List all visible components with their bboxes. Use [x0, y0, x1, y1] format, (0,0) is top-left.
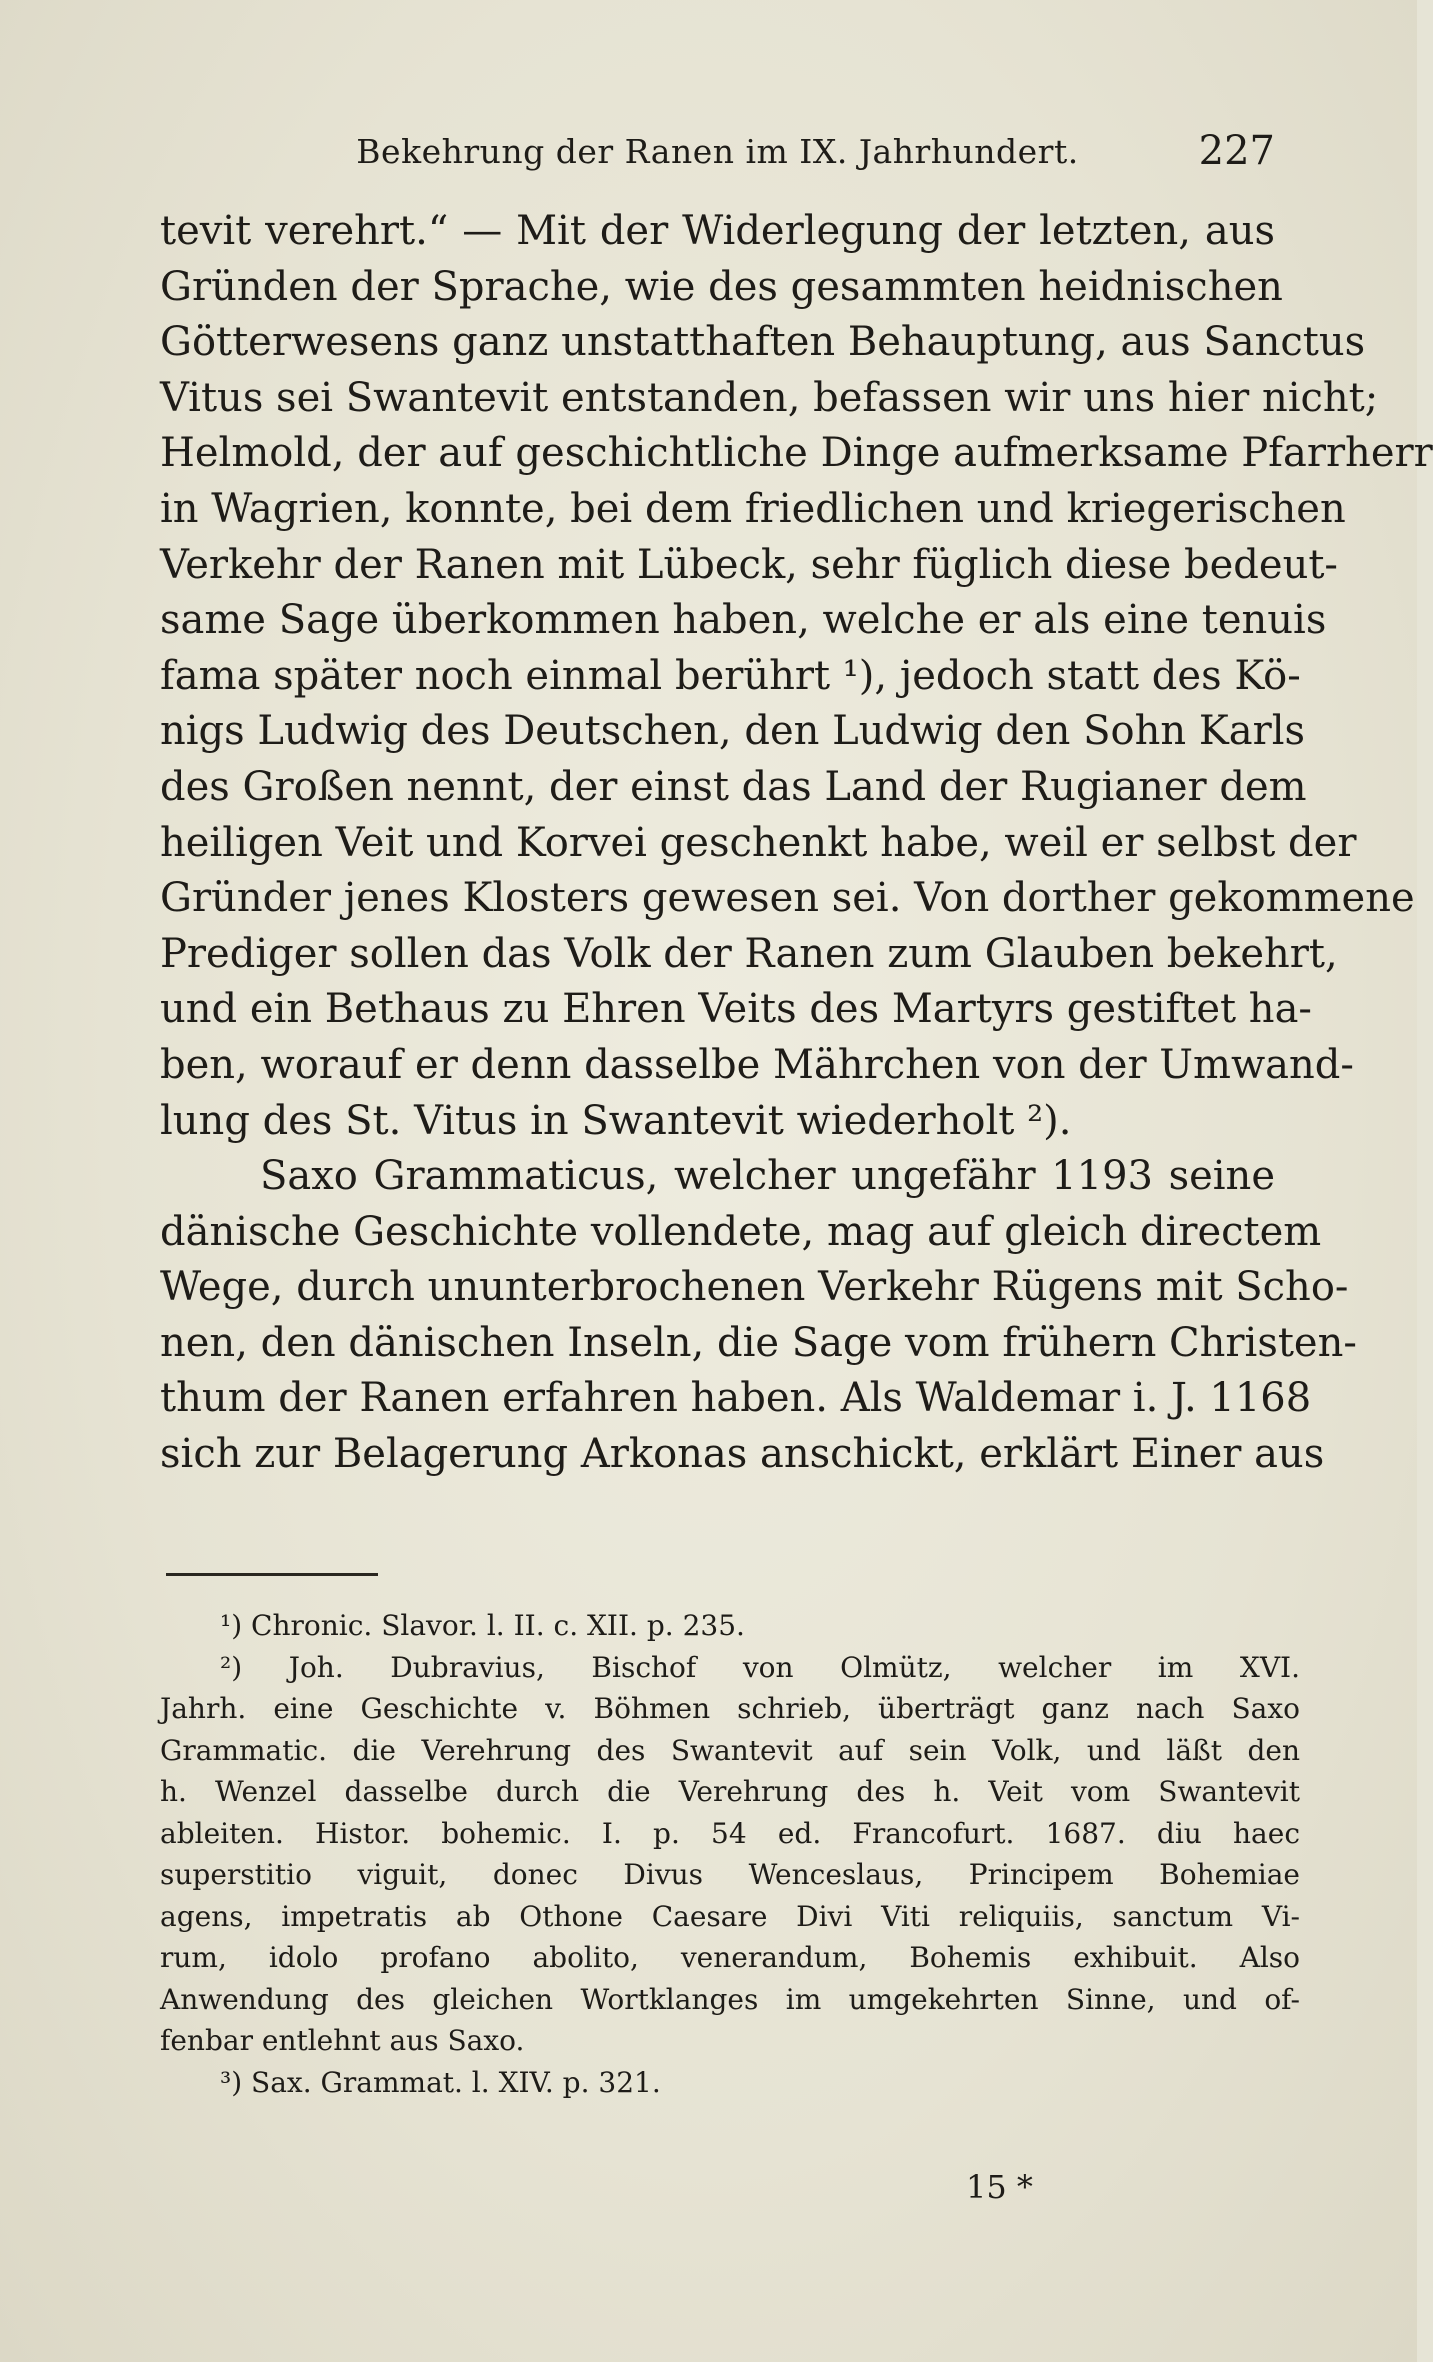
running-head: Bekehrung der Ranen im IX. Jahrhundert.: [356, 132, 1079, 171]
footnote-line: ableiten. Histor. bohemic. I. p. 54 ed. Francofurt. 1687. diu haec: [160, 1816, 1300, 1850]
text-line: Helmold, der auf geschichtliche Dinge aufmerksame Pfarrherr: [160, 430, 1433, 477]
footnote-line: superstitio viguit, donec Divus Wenceslaus, Principem Bohemiae: [160, 1858, 1300, 1891]
text-line: Saxo Grammaticus, welcher ungefähr 1193 seine: [260, 1153, 1275, 1200]
signature-mark: 15 *: [966, 2168, 1033, 2206]
footnote-line: Grammatic. die Verehrung des Swantevit auf sein Volk, und läßt den: [160, 1733, 1300, 1767]
text-line: Vitus sei Swantevit entstanden, befassen wir uns hier nicht;: [160, 374, 1379, 421]
text-line: lung des St. Vitus in Swantevit wiederholt ²).: [160, 1097, 1072, 1144]
footnote-divider: [166, 1573, 378, 1576]
text-line: nigs Ludwig des Deutschen, den Ludwig den Sohn Karls: [160, 708, 1306, 755]
text-line: fama später noch einmal berührt ¹), jedoch statt des Kö-: [160, 652, 1301, 699]
text-line: Götterwesens ganz unstatthaften Behauptung, aus Sanctus: [160, 319, 1366, 366]
text-line: thum der Ranen erfahren haben. Als Waldemar i. J. 1168: [160, 1375, 1312, 1422]
text-line: nen, den dänischen Inseln, die Sage vom frühern Christen-: [160, 1319, 1357, 1366]
text-line: sich zur Belagerung Arkonas anschickt, erklärt Einer aus: [160, 1431, 1325, 1478]
text-line: in Wagrien, konnte, bei dem friedlichen und kriegerischen: [160, 485, 1346, 532]
text-line: des Großen nennt, der einst das Land der Rugianer dem: [160, 763, 1307, 810]
page-number: 227: [1198, 128, 1275, 174]
text-line: ben, worauf er denn dasselbe Mährchen von der Umwand-: [160, 1041, 1354, 1088]
text-line: tevit verehrt.“ — Mit der Widerlegung der letzten, aus: [160, 208, 1275, 254]
text-line: Prediger sollen das Volk der Ranen zum Glauben bekehrt,: [160, 930, 1338, 977]
footnote-line: ¹) Chronic. Slavor. l. II. c. XII. p. 235.: [220, 1609, 745, 1642]
text-line: dänische Geschichte vollendete, mag auf gleich directem: [160, 1208, 1322, 1255]
text-line: Gründen der Sprache, wie des gesammten heidnischen: [160, 263, 1283, 310]
footnote-line: agens, impetratis ab Othone Caesare Divi Viti reliquiis, sanctum Vi-: [160, 1899, 1300, 1933]
main-text: [160, 204, 1433, 1483]
text-line: und ein Bethaus zu Ehren Veits des Martyrs gestiftet ha-: [160, 986, 1312, 1033]
text-line: heiligen Veit und Korvei geschenkt habe, weil er selbst der: [160, 819, 1357, 866]
page-header: [160, 128, 1275, 188]
footnotes: [160, 1605, 1300, 2103]
text-line: same Sage überkommen haben, welche er als eine tenuis: [160, 597, 1327, 644]
footnote-line: Anwendung des gleichen Wortklanges im umgekehrten Sinne, und of-: [160, 1982, 1300, 2016]
text-line: Wege, durch ununterbrochenen Verkehr Rügens mit Scho-: [160, 1264, 1349, 1311]
footnote-line: ³) Sax. Grammat. l. XIV. p. 321.: [220, 2065, 661, 2099]
text-line: Gründer jenes Klosters gewesen sei. Von dorther gekommene: [160, 875, 1415, 922]
footnote-line: ²) Joh. Dubravius, Bischof von Olmütz, welcher im XVI.: [220, 1650, 1300, 1684]
footnote-line: fenbar entlehnt aus Saxo.: [160, 2024, 525, 2057]
footnote-line: Jahrh. eine Geschichte v. Böhmen schrieb, überträgt ganz nach Saxo: [160, 1692, 1300, 1725]
text-line: Verkehr der Ranen mit Lübeck, sehr füglich diese bedeut-: [160, 541, 1338, 588]
footnote-line: rum, idolo profano abolito, venerandum, Bohemis exhibuit. Also: [160, 1941, 1300, 1974]
footnote-line: h. Wenzel dasselbe durch die Verehrung des h. Veit vom Swantevit: [160, 1775, 1300, 1808]
